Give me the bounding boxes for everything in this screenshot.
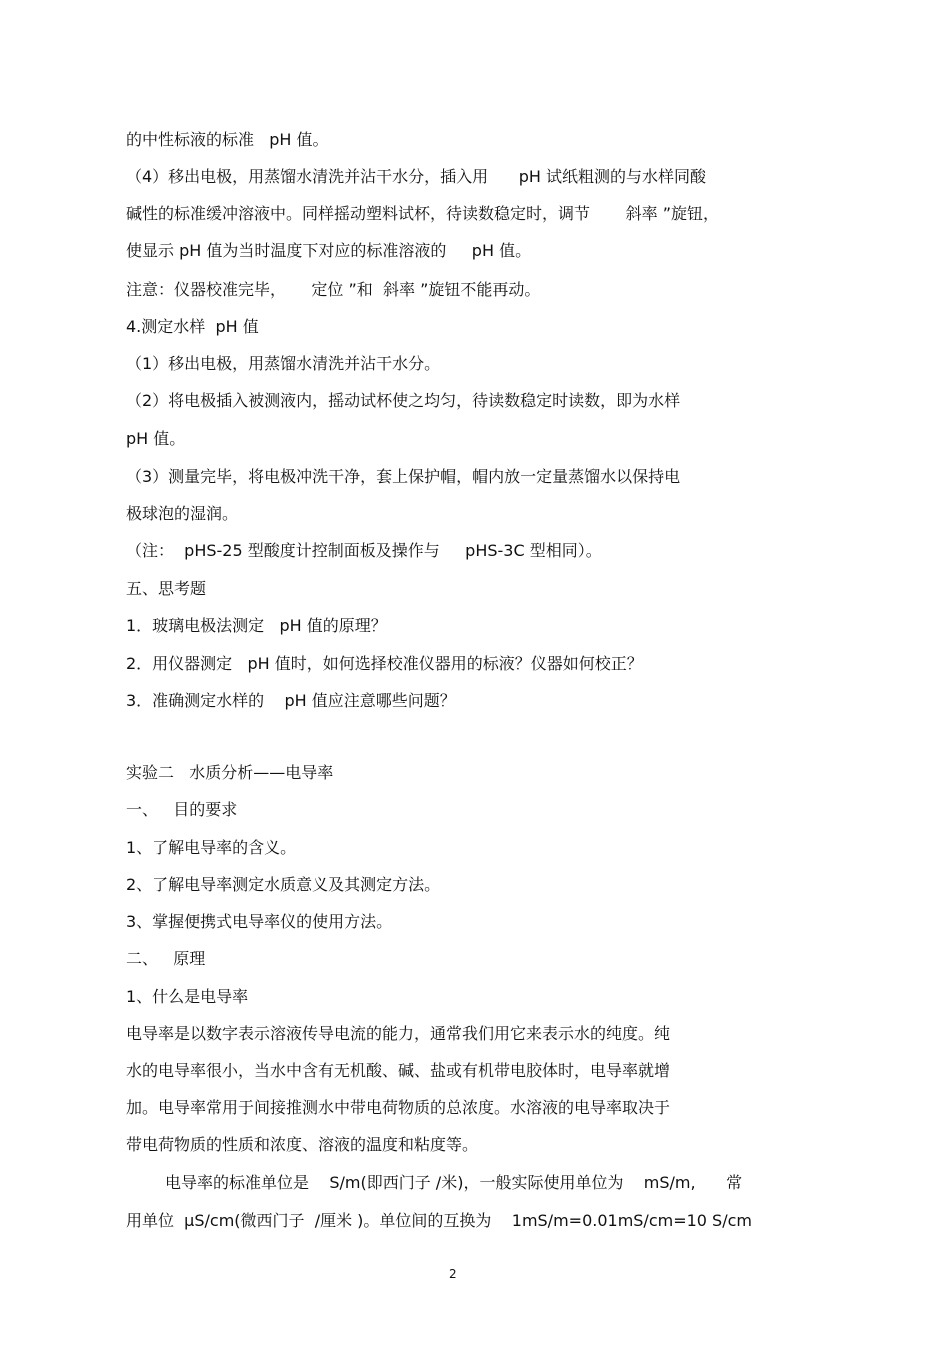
text-line: （4）移出电极，用蒸馏水清洗并沾干水分，插入用 pH 试纸粗测的与水样同酸 <box>126 167 706 186</box>
question-item: 2．用仪器测定 pH 值时，如何选择校准仪器用的标液？仪器如何校正？ <box>126 654 643 673</box>
section-heading: 一、 目的要求 <box>126 800 238 819</box>
text-line: 使显示 pH 值为当时温度下对应的标准溶液的 pH 值。 <box>126 241 532 260</box>
text-line: （2）将电极插入被测液内，摇动试杯使之均匀，待读数稳定时读数，即为水样 <box>126 391 681 410</box>
paragraph-line: 加。电导率常用于间接推测水中带电荷物质的总浓度。水溶液的电导率取决于 <box>126 1098 671 1117</box>
list-item: 2、了解电导率测定水质意义及其测定方法。 <box>126 875 441 894</box>
text-line: 注意：仪器校准完毕， 定位 ”和 斜率 ”旋钮不能再动。 <box>126 280 541 299</box>
paragraph-line: 电导率是以数字表示溶液传导电流的能力，通常我们用它来表示水的纯度。纯 <box>126 1024 671 1043</box>
text-line: 碱性的标准缓冲溶液中。同样摇动塑料试杯，待读数稳定时，调节 斜率 ”旋钮， <box>126 204 719 223</box>
list-item: 3、掌握便携式电导率仪的使用方法。 <box>126 912 393 931</box>
experiment-title: 实验二 水质分析——电导率 <box>126 763 334 782</box>
question-item: 1．玻璃电极法测定 pH 值的原理？ <box>126 616 387 635</box>
page-number: 2 <box>449 1267 457 1281</box>
paragraph-line: 电导率的标准单位是 S/m(即西门子 /米)，一般实际使用单位为 mS/m, 常 <box>165 1173 743 1192</box>
paragraph-line: 用单位 μS/cm(微西门子 /厘米 )。单位间的互换为 1mS/m=0.01mS/cm=10 S/cm <box>126 1211 752 1230</box>
text-line: 的中性标液的标准 pH 值。 <box>126 130 329 149</box>
section-heading: 4.测定水样 pH 值 <box>126 317 259 336</box>
text-line: （3）测量完毕，将电极冲洗干净，套上保护帽，帽内放一定量蒸馏水以保持电 <box>126 467 681 486</box>
question-item: 3．准确测定水样的 pH 值应注意哪些问题？ <box>126 691 456 710</box>
section-heading: 二、 原理 <box>126 949 206 968</box>
text-line: （1）移出电极，用蒸馏水清洗并沾干水分。 <box>126 354 441 373</box>
list-item: 1、了解电导率的含义。 <box>126 838 297 857</box>
section-heading: 五、思考题 <box>126 579 207 598</box>
paragraph-line: 水的电导率很小，当水中含有无机酸、碱、盐或有机带电胶体时，电导率就增 <box>126 1061 671 1080</box>
paragraph-line: 带电荷物质的性质和浓度、溶液的温度和粘度等。 <box>126 1135 479 1154</box>
text-line: pH 值。 <box>126 429 186 448</box>
subsection-heading: 1、什么是电导率 <box>126 987 249 1006</box>
text-line: 极球泡的湿润。 <box>126 504 239 523</box>
note-line: （注： pHS-25 型酸度计控制面板及操作与 pHS-3C 型相同）。 <box>126 541 602 560</box>
